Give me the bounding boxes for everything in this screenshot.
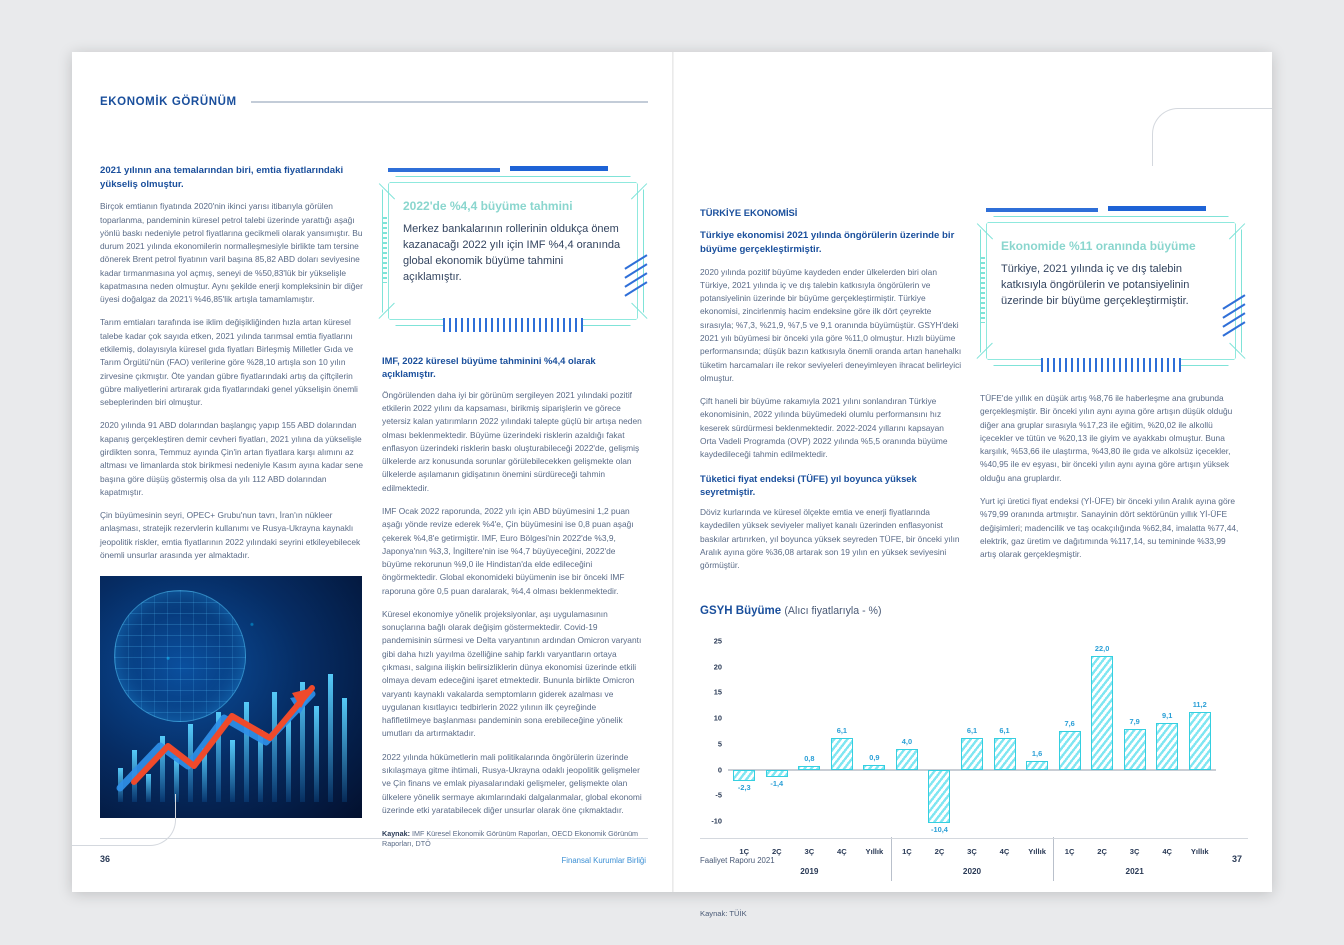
left-paragraph-3: 2020 yılında 91 ABD dolarından başlangıç yapıp 155 ABD dolarından kapanış gerçekleştiren demir cevheri fiyatları, 2021 yılına da yükselişle girdikten sonra, Temmuz ayında Çin'in artan fiyatlara karşı alımını az altması ve limanlarda stok birikmesi nedeniyle Kasım ayına kadar sene başına göre düşüş göstermiş olsa da yılı 112 ABD dolarından kapatmıştır. xyxy=(100,420,364,497)
chart-bar xyxy=(1124,729,1146,770)
chart-x-tick: Yıllık xyxy=(865,846,884,856)
chart-x-group-label: 2020 xyxy=(962,866,982,876)
chart-bar xyxy=(961,738,983,769)
chart-bar xyxy=(1026,761,1048,769)
chart-bar xyxy=(798,766,820,770)
chart-bar xyxy=(863,765,885,770)
chart-x-tick: 3Ç xyxy=(804,846,815,856)
chart-x-tick: 1Ç xyxy=(739,846,750,856)
chart-bar-value-label: 22,0 xyxy=(1094,644,1110,654)
corner-cut-tl-right xyxy=(977,223,994,240)
chart-x-tick: 4Ç xyxy=(999,846,1010,856)
chart-y-tick: 5 xyxy=(717,739,722,749)
callout-tick-comb-right xyxy=(1041,358,1181,372)
right-paragraph-3: Döviz kurlarında ve küresel ölçekte emtia ve enerji fiyatlarında kaydedilen yüksek seviyeler maliyet kanalı üzerinden enflasyonist baskılar artırırken, yıl boyunca yüksek seyreden TÜFE, bir önceki yılın Aralık ayına göre %36,08 artarak son 19 yılın en yüksek seviyesini görmüştür. xyxy=(700,507,960,571)
chart-plot-area xyxy=(728,631,1216,837)
left-page-footer xyxy=(72,828,672,892)
left-footer-note: Finansal Kurumlar Birliği xyxy=(561,856,646,865)
right-kicker-tufe: Tüketici fiyat endeksi (TÜFE) yıl boyunca yüksek seyretmiştir. xyxy=(700,472,917,497)
right-column-2 xyxy=(980,204,1242,583)
callout-bar-2-right xyxy=(1108,206,1206,211)
chart-title-main: GSYH Büyüme xyxy=(700,604,782,617)
callout-title-right: Ekonomide %11 oranında büyüme xyxy=(1001,239,1196,253)
left-col2-paragraph-3: Küresel ekonomiye yönelik projeksiyonlar, aşı uygulamasının sonuçlarına bağlı olarak değişim göstermektedir. Covid-19 pandemisinin sürmesi ve Delta varyantının ardından Omicron varyantı gibi daha hızlı yayılma özelliğine sahip farklı varyantların ortaya çıkması, salgına ilişkin belirsizliklerin dünya ekonomisi üzerinde etkili olmaya devam edeceğini işaret etmektedir. Bununla birlikte Omicron varyantı kaynaklı vakalarda semptomların giderek azalması ve uygulanan kısıtlayıcı tedbirlerin 2022 yılının ilk çeyreğinde hafifletilmeye başlanması pandeminin sona erebileceğine yönelik umutları da artırmaktadır. xyxy=(382,608,642,739)
chart-x-tick: 1Ç xyxy=(1064,846,1075,856)
chart-bar xyxy=(733,770,755,782)
corner-cut-top-right xyxy=(631,183,648,200)
chart-bar-value-label: 7,9 xyxy=(1129,716,1140,726)
chart-bar xyxy=(994,738,1016,769)
chart-y-axis-labels xyxy=(700,631,726,837)
chart-bar-value-label: 6,1 xyxy=(966,726,978,736)
diagonal-slashes-icon xyxy=(621,259,655,295)
chart-bar-value-label: 6,1 xyxy=(836,726,847,736)
left-column-1 xyxy=(100,164,364,850)
source-label: Kaynak: xyxy=(382,829,410,839)
chart-bar-value-label: 7,6 xyxy=(1064,718,1075,728)
chart-y-tick: 20 xyxy=(713,662,722,672)
callout-text-right: Türkiye, 2021 yılında iç ve dış talebin katkısıyla öngörülerin ve potansiyelinin üzerinde bir büyüme gerçekleştirmiştir. xyxy=(1001,263,1190,307)
left-page xyxy=(72,52,672,892)
page-spread xyxy=(72,52,1272,918)
callout-top-bars-right xyxy=(980,206,1242,216)
footer-divider-right xyxy=(700,838,1248,839)
right-page xyxy=(672,52,1272,918)
red-trend-arrow xyxy=(128,672,328,792)
corner-cut-bl-right xyxy=(977,342,994,359)
chart-source-note: Kaynak: TÜİK xyxy=(700,908,747,918)
chart-bar-value-label: -10,4 xyxy=(931,825,948,835)
left-column-2 xyxy=(382,164,644,850)
callout-text: Merkez bankalarının rollerinin oldukça önem kazanacağı 2022 yılı için IMF %4,4 oranında global ekonomik büyüme tahmini açıklamıştır. xyxy=(403,223,621,283)
header-rule xyxy=(251,101,648,104)
corner-cut-br-right xyxy=(1229,342,1246,359)
left-page-number: 36 xyxy=(100,854,111,864)
chart-title xyxy=(700,605,1242,617)
chart-bar-value-label: -1,4 xyxy=(770,778,784,788)
chart-bar xyxy=(1091,656,1113,769)
right-col2-paragraph-2: Yurt içi üretici fiyat endeksi (Yİ-ÜFE) bir önceki yılın Aralık ayına göre %79,99 oranında artmıştır. Sanayinin dört sektörünün yıllık Yİ-ÜFE değişimleri; madencilik ve taş ocakçılığında %62,84, imalatta %77,44, elektrik, gaz üretim ve dağıtımında %117,14, su temininde %33,99 artış olarak gerçekleşmiştir. xyxy=(980,495,1239,560)
source-text: IMF Küresel Ekonomik Görünüm Raporları, OECD Ekonomik Görünüm Raporları, DTÖ xyxy=(382,829,639,849)
chart-y-tick: -5 xyxy=(715,790,722,800)
chart-bar-value-label: 6,1 xyxy=(999,726,1010,736)
chart-bar xyxy=(1059,731,1081,770)
chart-x-tick: 3Ç xyxy=(967,846,977,856)
left-col2-paragraph-2: IMF Ocak 2022 raporunda, 2022 yılı için ABD büyümesini 1,2 puan aşağı yönde revize ederek %4'e, Çin büyümesini ise 0,8 puan aşağı çekerek %4,8'e getirmiştir. IMF, Euro Bölgesi'nin 2022'de %3,9, Japonya'nın %3,3, İngiltere'nin ise %4,7 büyüyeceğini, 2022'de büyüme rekorunun %9,0 ile Hindistan'da elde edileceğini öngörmektedir. Global ekonomideki büyümenin ise bir önceki IMF raporuna göre 0,5 puan daralarak, %4,4 olması beklenmektedir. xyxy=(382,505,634,596)
chart-x-tick: 2Ç xyxy=(934,846,945,856)
callout-edge-dashes-right xyxy=(980,257,985,323)
chart-bar-value-label: 1,6 xyxy=(1031,749,1043,759)
corner-cut-top-left xyxy=(379,183,396,200)
left-paragraph-1: Birçok emtianın fiyatında 2020'nin ikinci yarısı itibarıyla görülen toparlanma, pandeminin küresel petrol talebi üzerinde yarattığı aşağı yönlü baskı nedeniyle petrol fiyatlarına gecikmeli olarak yansımıştır. Bu durum 2021 yılında ekonomilerin normalleşmesiyle birlikte tam tersine dönerek Brent petrol fiyatının varil başına 85,82 ABD doları seviyesine kadar tırmanmasına yol açmış, seneyi de %50,83'lük bir yükselişle kapatmasına neden olmuştur. Aynı şekilde enerji kompleksinin bir diğer üyesi doğalgaz da 2021'i %46,85'lik artışla tamamlamıştır. xyxy=(100,201,363,305)
callout-bar-2 xyxy=(510,166,608,171)
callout-edge-dashes xyxy=(382,217,387,283)
chart-x-tick: 1Ç xyxy=(902,846,912,856)
chart-x-tick: 4Ç xyxy=(837,846,847,856)
left-paragraph-2: Tarım emtiaları tarafında ise iklim değişikliğinden hızla artan küresel talebe kadar çok sayıda etken, 2021 yılında tarımsal emtia fiyatlarını etkilemiş, dolayısıyla küresel gıda fiyatları Birleşmiş Milletler Gıda ve Tarım Örgütü'nün (FAO) verilerine göre %28,10 artışla son 10 yılın zirvesine çıkmıştır. Öte yandan gübre fiyatlarındaki artış da çiftçilerin gübre maliyetlerini artırarak gıda fiyatlarındaki genel yükselişin önemli sebeplerinden biri olmuştur. xyxy=(100,317,358,408)
callout-bar-1-right xyxy=(986,208,1098,212)
chart-x-tick: Yıllık xyxy=(1028,846,1046,856)
chart-bar xyxy=(766,770,788,777)
left-paragraph-4: Çin büyümesinin seyri, OPEC+ Grubu'nun tavrı, İran'ın nükleer anlaşması, stratejik rezervlerin kullanımı ve Rusya-Ukrayna kaynaklı jeopolitik riskler, emtia fiyatlarının 2022 yılındaki seyrini etkileyebilecek önemli unsurlar arasında yer almaktadır. xyxy=(100,510,361,560)
right-page-corner-decoration xyxy=(1152,108,1272,166)
chart-bar-value-label: 0,8 xyxy=(804,753,815,763)
chart-bar xyxy=(1156,723,1178,770)
chart-bar xyxy=(831,738,853,769)
chart-x-tick: 3Ç xyxy=(1129,846,1140,856)
chart-x-group-label: 2019 xyxy=(800,866,819,876)
chart-bar-value-label: 0,9 xyxy=(869,753,880,762)
right-section-title: TÜRKİYE EKONOMİSİ xyxy=(700,207,798,218)
chart-bar xyxy=(1189,712,1211,770)
chart-x-group-label: 2021 xyxy=(1125,866,1144,876)
callout-top-bars xyxy=(382,166,644,176)
chart-title-subtitle: (Alıcı fiyatlarıyla - %) xyxy=(784,604,882,617)
chart-y-tick: 15 xyxy=(713,687,722,697)
footer-divider xyxy=(100,838,648,839)
chart-x-tick: 2Ç xyxy=(771,846,782,856)
corner-cut-tr-right xyxy=(1229,223,1246,240)
diagonal-slashes-icon-right xyxy=(1219,299,1253,335)
chart-x-tick: Yıllık xyxy=(1190,846,1209,856)
right-footer-note: Faaliyet Raporu 2021 xyxy=(700,856,775,865)
chart-x-tick: 4Ç xyxy=(1162,846,1173,856)
callout-box-growth-forecast xyxy=(382,166,644,326)
callout-title: 2022'de %4,4 büyüme tahmini xyxy=(403,199,573,213)
chart-bar-value-label: -2,3 xyxy=(737,783,751,793)
left-col2-paragraph-4: 2022 yılında hükümetlerin mali politikalarında öngörülerin üzerinde sıkılaşmaya gitme ihtimali, Rusya-Ukrayna odaklı jeopolitik gelişmeler ve Çin finans ve emlak piyasalarındaki gelişmeler, gelişmekte olan ülkelere yönelik sermaye akımlarındaki dalgalanmalar, global ekonomi üzerinde etki yaratabilecek diğer unsurlar olarak öne çıkmaktadır. xyxy=(382,751,642,815)
right-col2-paragraph-1: TÜFE'de yıllık en düşük artış %8,76 ile haberleşme ana grubunda gerçekleşmiştir. Bir önceki yılın aynı ayına göre artışın düşük olduğu diğer ana gruplar sırasıyla %17,23 ile eğitim, %20,02 ile alkollü içecekler ve tütün ve %20,13 ile giyim ve ayakkabı olmuştur. Buna karşılık, %53,66 ile ulaştırma, %43,80 ile gıda ve alkolsüz içecekler, %40,95 ile ev eşyası, bir önceki yılın aynı ayına göre artışın yüksek olduğu ana gruplardır. xyxy=(980,393,1233,483)
chart-x-tick: 2Ç xyxy=(1097,846,1107,856)
chart-y-tick: -10 xyxy=(711,816,722,826)
corner-cut-bottom-left xyxy=(379,302,396,319)
chart-y-tick: 0 xyxy=(717,765,722,775)
callout-bar-1 xyxy=(388,168,500,172)
right-columns xyxy=(700,204,1242,583)
callout-frame-right xyxy=(980,216,1242,366)
hero-image-finance-graphic xyxy=(100,576,362,818)
chart-bar xyxy=(928,770,950,824)
section-header xyxy=(100,96,648,108)
left-col2-kicker: IMF, 2022 küresel büyüme tahminini %4,4 olarak açıklamıştır. xyxy=(382,355,596,380)
left-columns xyxy=(100,164,648,850)
chart-bar-value-label: 9,1 xyxy=(1162,710,1173,720)
right-page-number: 37 xyxy=(1231,854,1242,864)
chart-y-tick: 25 xyxy=(713,636,722,646)
left-col2-paragraph-1: Öngörülenden daha iyi bir görünüm sergileyen 2021 yılındaki pozitif etkilerin 2022 yılını da kapsaması, birikmiş siparişlerin ve görece yetersiz kalan yatırımların 2022 yılındaki talepte güçlü bir artışa neden olması beklenmektedir. Büyüme üzerindeki risklerin azaldığı fakat enflasyon üzerindeki risklerin baskı oluşturabileceği 2022'de, gelişmiş ülkelerde arz konusunda sorunlar görülebilecekken gelişmekte olan ülkelerde aşılamanın gidişatının önemini sürdüreceği tahmin edilmektedir. xyxy=(382,389,642,493)
right-paragraph-1: 2020 yılında pozitif büyüme kaydeden ender ülkelerden biri olan Türkiye, 2021 yılında iç ve dış talebin katkısıyla öngörülerin ve potansiyelinin üzerinde bir büyüme gerçekleştirmiştir. Türkiye ekonomisi, zincirlenmiş hacim endeksine göre ilk dört çeyrekte sırasıyla; %7,3, %21,9, %7,5 ve 9,1 oranında büyümüştür. GSYH'deki 2021 yılı büyümesi bir önceki yıla göre %11,0 olmuştur. Hızlı büyüme performansında; düşük bazın katkısıyla önemli oranda artan hanehalkı tüketim harcamaları ile rekor seviyeleri deneyimleyen ihracat belirleyici olmuştur. xyxy=(700,266,962,383)
chart-bar-value-label: 4,0 xyxy=(901,737,913,747)
right-paragraph-2: Çift haneli bir büyüme rakamıyla 2021 yılını sonlandıran Türkiye ekonomisinin, 2022 yılında büyümedeki olumlu performansını hız keserek sürdürmesi beklenmektedir. 2022-2024 yıllarını kapsayan Orta Vadeli Programda (OVP) 2022 yılında %5,5 oranında büyüme kaydedileceği tahmin edilmektedir. xyxy=(700,396,948,460)
chart-y-tick: 10 xyxy=(713,713,722,723)
corner-cut-bottom-right xyxy=(631,302,648,319)
chart-bar-value-label: 11,2 xyxy=(1192,699,1207,709)
right-column-1 xyxy=(700,204,962,583)
right-lead-heading: Türkiye ekonomisi 2021 yılında öngörülerin üzerinde bir büyüme gerçekleştirmiştir. xyxy=(700,230,955,255)
callout-frame xyxy=(382,176,644,326)
left-lead-heading: 2021 yılının ana temalarından biri, emtia fiyatlarındaki yükseliş olmuştur. xyxy=(100,165,344,190)
section-title: EKONOMİK GÖRÜNÜM xyxy=(100,96,237,108)
callout-box-economy-growth xyxy=(980,206,1242,366)
chart-bar xyxy=(896,749,918,770)
callout-tick-comb xyxy=(443,318,583,332)
right-page-footer xyxy=(672,828,1272,892)
